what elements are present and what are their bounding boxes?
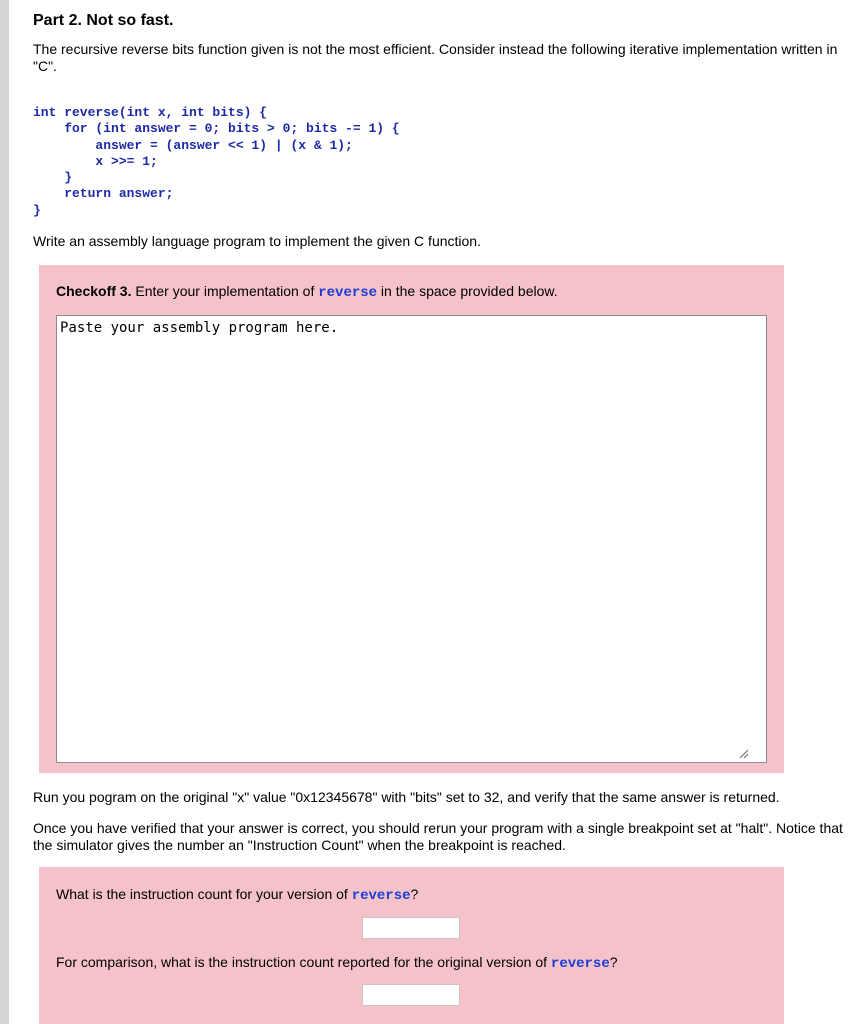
reverse-keyword: reverse [318,285,378,301]
code-line: x >>= 1; [33,153,158,169]
resize-handle-icon[interactable] [739,749,749,759]
verify-instruction: Once you have verified that your answer is correct, you should rerun your program with a single breakpoint set at "halt". Notice that the simulator gives the number an "Instruction Count" when the breakpoint is reached. [33,820,843,853]
intro-text: The recursive reverse bits function given is not the most efficient. Consider instead the following iterative implementation written in "C". [33,41,838,74]
checkoff-label: Checkoff 3. [56,283,132,299]
your-instruction-count-input[interactable] [362,917,460,939]
question-your-count [56,886,418,905]
part-title: Part 2. Not so fast. [33,12,174,29]
original-instruction-count-input[interactable] [362,984,460,1006]
code-line: int reverse(int x, int bits) { [33,105,268,120]
code-line: answer = (answer << 1) | (x & 1); [33,137,353,153]
checkoff-3-panel [39,265,784,773]
question-mark: ? [410,886,419,902]
code-line: for (int answer = 0; bits > 0; bits -= 1) { [33,121,400,137]
c-code-block [33,105,400,219]
checkoff-prompt [56,283,558,302]
question-original-count [56,954,618,973]
reverse-keyword: reverse [550,956,610,972]
checkoff-text: Enter your implementation of [131,283,319,299]
instruction-count-panel [39,867,784,1024]
code-line: } [33,202,41,218]
code-line: } [33,170,73,186]
question-text: For comparison, what is the instruction count reported for the original version of [56,954,551,970]
checkoff-text-end: in the space provided below. [377,283,558,299]
question-text: What is the instruction count for your version of [56,886,352,902]
run-instruction: Run you pogram on the original "x" value "0x12345678" with "bits" set to 32, and verify that the same answer is returned. [33,789,780,805]
question-mark: ? [609,954,618,970]
task-instruction: Write an assembly language program to implement the given C function. [33,233,481,249]
left-gutter [0,0,9,1024]
assembly-program-input[interactable] [56,315,767,763]
reverse-keyword: reverse [351,888,411,904]
code-line: return answer; [33,186,174,202]
